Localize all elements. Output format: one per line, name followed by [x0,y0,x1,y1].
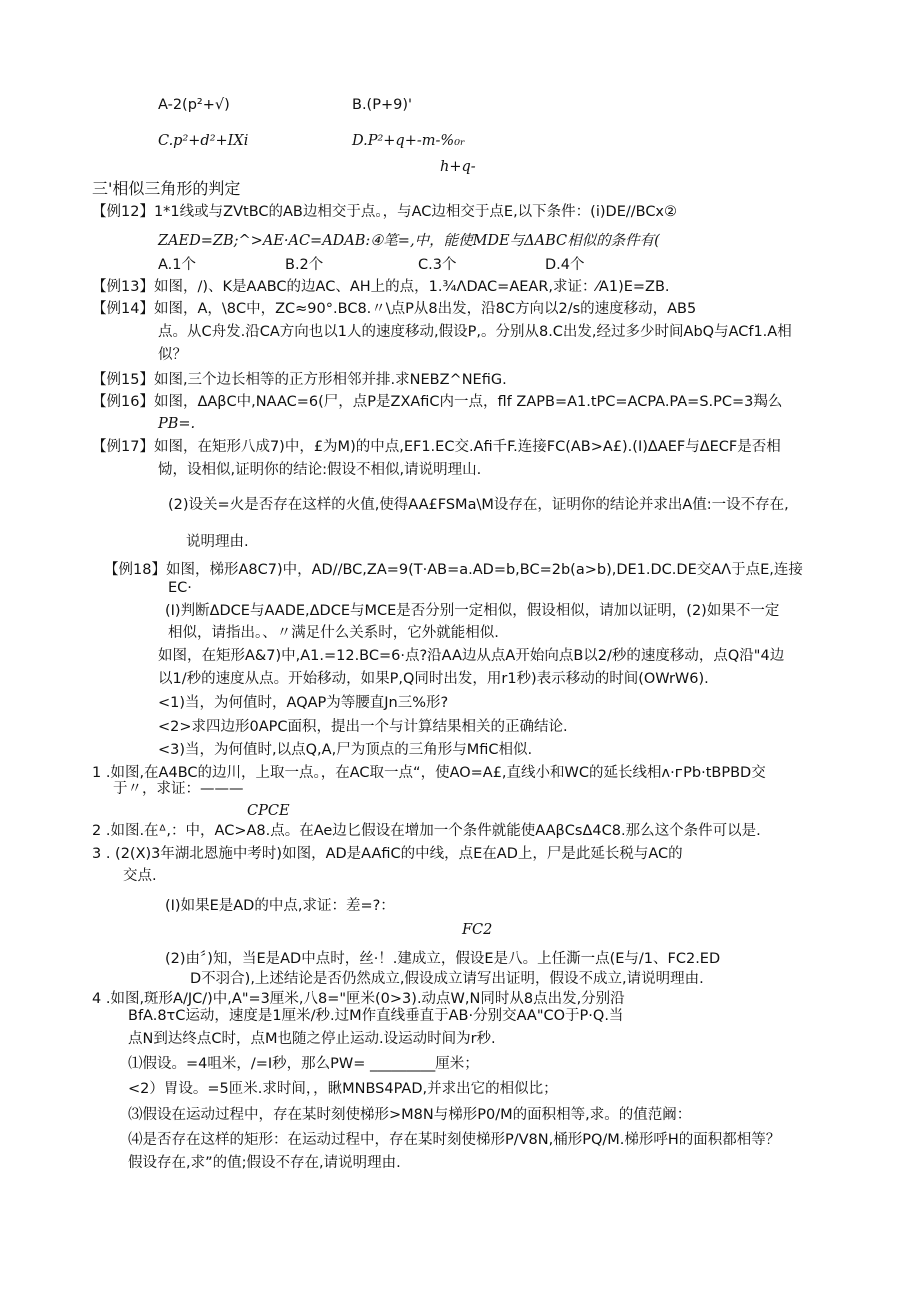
problem-3-line3: (I)如果E是AD的中点,求证：差=?： [165,898,395,914]
example-18-line7: <1)当，为何值时，AQAP为等腰直Jn三%形? [158,695,449,711]
problem-2: 2 .如图.在ᐞ,：中，AC>A8.点。在Ae边匕假设在增加一个条件就能使AAβCsΔ4C8.那么这个条件可以是. [92,823,761,839]
example-13: 【例13】如图，/)、K是AABC的边AC、AH上的点，1.¾ΛDAC=AEAR,求证：⁄A1)E=ZB. [92,279,670,295]
example-18-line3: (I)判断ΔDCE与AADE,ΔDCE与MCE是否分别一定相似，假设相似，请加以证明，(2)如果不一定 [165,603,780,619]
option-b: B.(P+9)' [352,97,412,113]
option-c: C.p²+d²+IXi [158,133,249,149]
example-12-line1: 【例12】1*1线或与ZVtBC的AB边相交于点。，与AC边相交于点E,以下条件：(i)DE//BCx② [92,204,678,220]
example-14-line2: 点。从C舟发.沿CA方向也以1人的速度移动,假设P,。分别从8.C出发,经过多少时间AbQ与ACf1.A相 [158,324,792,340]
example-18-line5: 如图，在矩形A&7)中,A1.=12.BC=6·点?沿AA边从点A开始向点B以2/秒的速度移动，点Q沿"4边 [158,648,785,664]
example-17-line4: 说明理由. [186,534,249,550]
example-17-line1: 【例17】如图，在矩形八成7)中，£为M)的中点,EF1.EC交.Afi千F.连接FC(AB>A£).(I)ΔAEF与ΔECF是否相 [92,439,781,455]
problem-1-line2: 于〃，求证：——— [113,781,244,797]
problem-1-line3: CPCE [247,803,290,819]
option-d-continuation: h+q- [440,159,476,175]
problem-3-line5: (2)由〞)知，当E是AD中点时，丝·！.建成立，假设E是八。上任澌一点(E与/1、FC2.ED [165,951,721,967]
problem-1-line1: 1 .如图,在A4BC的边川，上取一点。，在AC取一点“，使AO=A£,直线小和WC的延长线相ᴧ·ᴦPb·tBPBD交 [92,765,766,781]
example-14-line1: 【例14】如图，A，\8C中，ZC≈90°.BC8.〃\点P从8出发，沿8C方向以2/s的速度移动，AB5 [92,301,697,317]
problem-3-line4: FC2 [462,922,493,938]
example-17-line3: (2)设关=火是否存在这样的火值,使得AA£FSMa\M设存在，证明你的结论并求出A值:一设不存在, [168,497,789,513]
example-12-choice-a: A.1个 [158,257,196,273]
problem-4-line1: 4 .如图,斑形A/JC/)中,A"=3厘米,八8="匣米(0>3).动点W,N同时从8点出发,分别沿 [92,991,625,1007]
example-12-choice-c: C.3个 [418,257,457,273]
example-18-line1: 【例18】如图，梯形A8C7)中，AD//BC,ZA=9(T·AB=a.AD=b,BC=2b(a>b),DE1.DC.DE交AΛ于点E,连接 [104,562,803,578]
option-a: A-2(p²+√) [158,97,230,113]
example-17-line2: 恸，设相似,证明你的结论:假设不相似,请说明理山. [158,462,482,478]
example-15: 【例15】如图,三个边长相等的正方形相邻并排.求NEBZ^NEfiG. [92,372,507,388]
example-18-line6: 以1/秒的速度从点。开始移动，如果P,Q同时出发，用r1秒)表示移动的时间(OWrW6). [158,671,709,687]
example-18-line8: <2>求四边形0APC面积，提出一个与计算结果相关的正确结论. [158,719,568,735]
example-12-line2: ZAED=ZB;^>AE·AC=ADAB:④笔=,中，能使MDE与ΔABC相似的条件有( [158,233,660,249]
example-18-line2: EC· [168,580,192,596]
problem-4-line8: 假设存在,求”的值;假设不存在,请说明理由. [128,1155,401,1171]
problem-3-line6: D不羽合),上述结论是否仍然成立,假设成立请写出证明，假设不成立,请说明理由. [190,971,704,987]
problem-4-line6: ⑶假设在运动过程中，存在某时刻使梯形>M8N与梯形P0/M的面积相等,求。的值范阚： [128,1107,692,1123]
problem-4-line2: BfA.8τC运动，速度是1厘米/秒.过M作直线垂直于AB·分别交AA"CO于P·Q.当 [128,1008,624,1024]
problem-4-line3: 点N到达终点C时，点M也随之停止运动.设运动时间为r秒. [128,1031,496,1047]
example-14-line3: 似？ [158,347,187,363]
problem-3-line1: 3 . (2(X)3年湖北恩施中考时)如图，AD是AAfiC的中线，点E在AD上，尸是此延长税与AC的 [92,846,683,862]
example-18-line4: 相似，请指出。、〃满足什么关系时，它外就能相似. [168,625,499,641]
example-18-line9: <3)当，为何值时,以点Q,A,尸为顶点的三角形与MfiC相似. [158,742,533,758]
example-16-line1: 【例16】如图，ΔAβC中,NAAC=6(尸，点P是ZXAfiC内一点，flf ZAPB=A1.tPC=ACPA.PA=S.PC=3羯么 [92,394,783,410]
example-12-choice-d: D.4个 [545,257,585,273]
problem-4-line4: ⑴假设。=4咀米，/=I秒，那么PW= _________厘米； [128,1056,479,1072]
problem-4-line5: <2）胃设。=5匝米.求时间，，瞅MNBS4PAD,并求出它的相似比； [128,1081,558,1097]
example-12-choice-b: B.2个 [285,257,324,273]
problem-3-line2: 交点. [123,868,157,884]
example-16-line2: PB=. [158,416,196,432]
section-title: 三'相似三角形的判定 [92,179,241,198]
problem-4-line7: ⑷是否存在这样的矩形：在运动过程中，存在某时刻使梯形P/V8N,桶形PQ/M.梯形呼H的面积都相等？ [128,1132,781,1148]
option-d: D.P²+q+-т-%₀ᵣ [352,133,466,149]
